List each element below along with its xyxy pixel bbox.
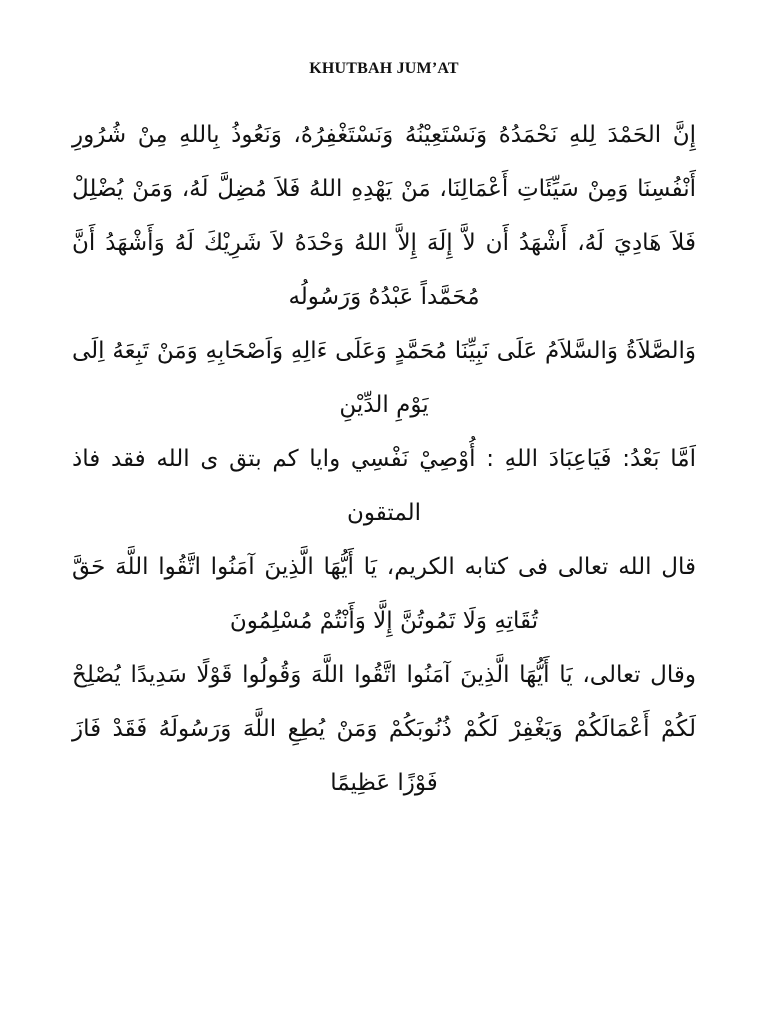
paragraph-amma-badu: اَمَّا بَعْدُ: فَيَاعِبَادَ اللهِ : أُوْصِيْ نَفْسِي وايا كم بتق ى الله فقد فاذ المتقون [72, 446, 696, 526]
khutbah-body [72, 108, 696, 810]
paragraph-quran-verse-1: قال الله تعالى فى كتابه الكريم، يَا أَيُّهَا الَّذِينَ آمَنُوا اتَّقُوا اللَّهَ حَقَّ تُقَاتِهِ وَلَا تَمُوتُنَّ إِلَّا وَأَنْتُمْ مُسْلِمُونَ [72, 554, 696, 634]
paragraph-salawat: وَالصَّلاَةُ وَالسَّلاَمُ عَلَى نَبِيِّنَا مُحَمَّدٍ وَعَلَى ءَالِهِ وَاَصْحَابِهِ وَمَنْ تَبِعَهُ اِلَى يَوْمِ الدِّيْنِ [72, 338, 696, 418]
paragraph-quran-verse-2: وقال تعالى، يَا أَيُّهَا الَّذِينَ آمَنُوا اتَّقُوا اللَّهَ وَقُولُوا قَوْلًا سَدِيدًا يُصْلِحْ لَكُمْ أَعْمَالَكُمْ وَيَغْفِرْ لَكُمْ ذُنُوبَكُمْ وَمَنْ يُطِعِ اللَّهَ وَرَسُولَهُ فَقَدْ فَازَ فَوْزًا عَظِيمًا [72, 662, 696, 796]
paragraph-opening-praise: إِنَّ الحَمْدَ لِلهِ نَحْمَدُهُ وَنَسْتَعِيْنُهُ وَنَسْتَغْفِرُهُ، وَنَعُوذُ بِاللهِ مِنْ شُرُورِ أَنْفُسِنَا وَمِنْ سَيِّئَاتِ أَعْمَالِنَا، مَنْ يَهْدِهِ اللهُ فَلاَ مُضِلَّ لَهُ، وَمَنْ يُضْلِلْ فَلاَ هَادِيَ لَهُ، أَشْهَدُ أَن لاَّ إِلَهَ إِلاَّ اللهُ وَحْدَهُ لاَ شَرِيْكَ لَهُ وَأَشْهَدُ أَنَّ مُحَمَّداً عَبْدُهُ وَرَسُولُه [72, 122, 696, 310]
page-title: KHUTBAH JUM’AT [309, 60, 459, 77]
